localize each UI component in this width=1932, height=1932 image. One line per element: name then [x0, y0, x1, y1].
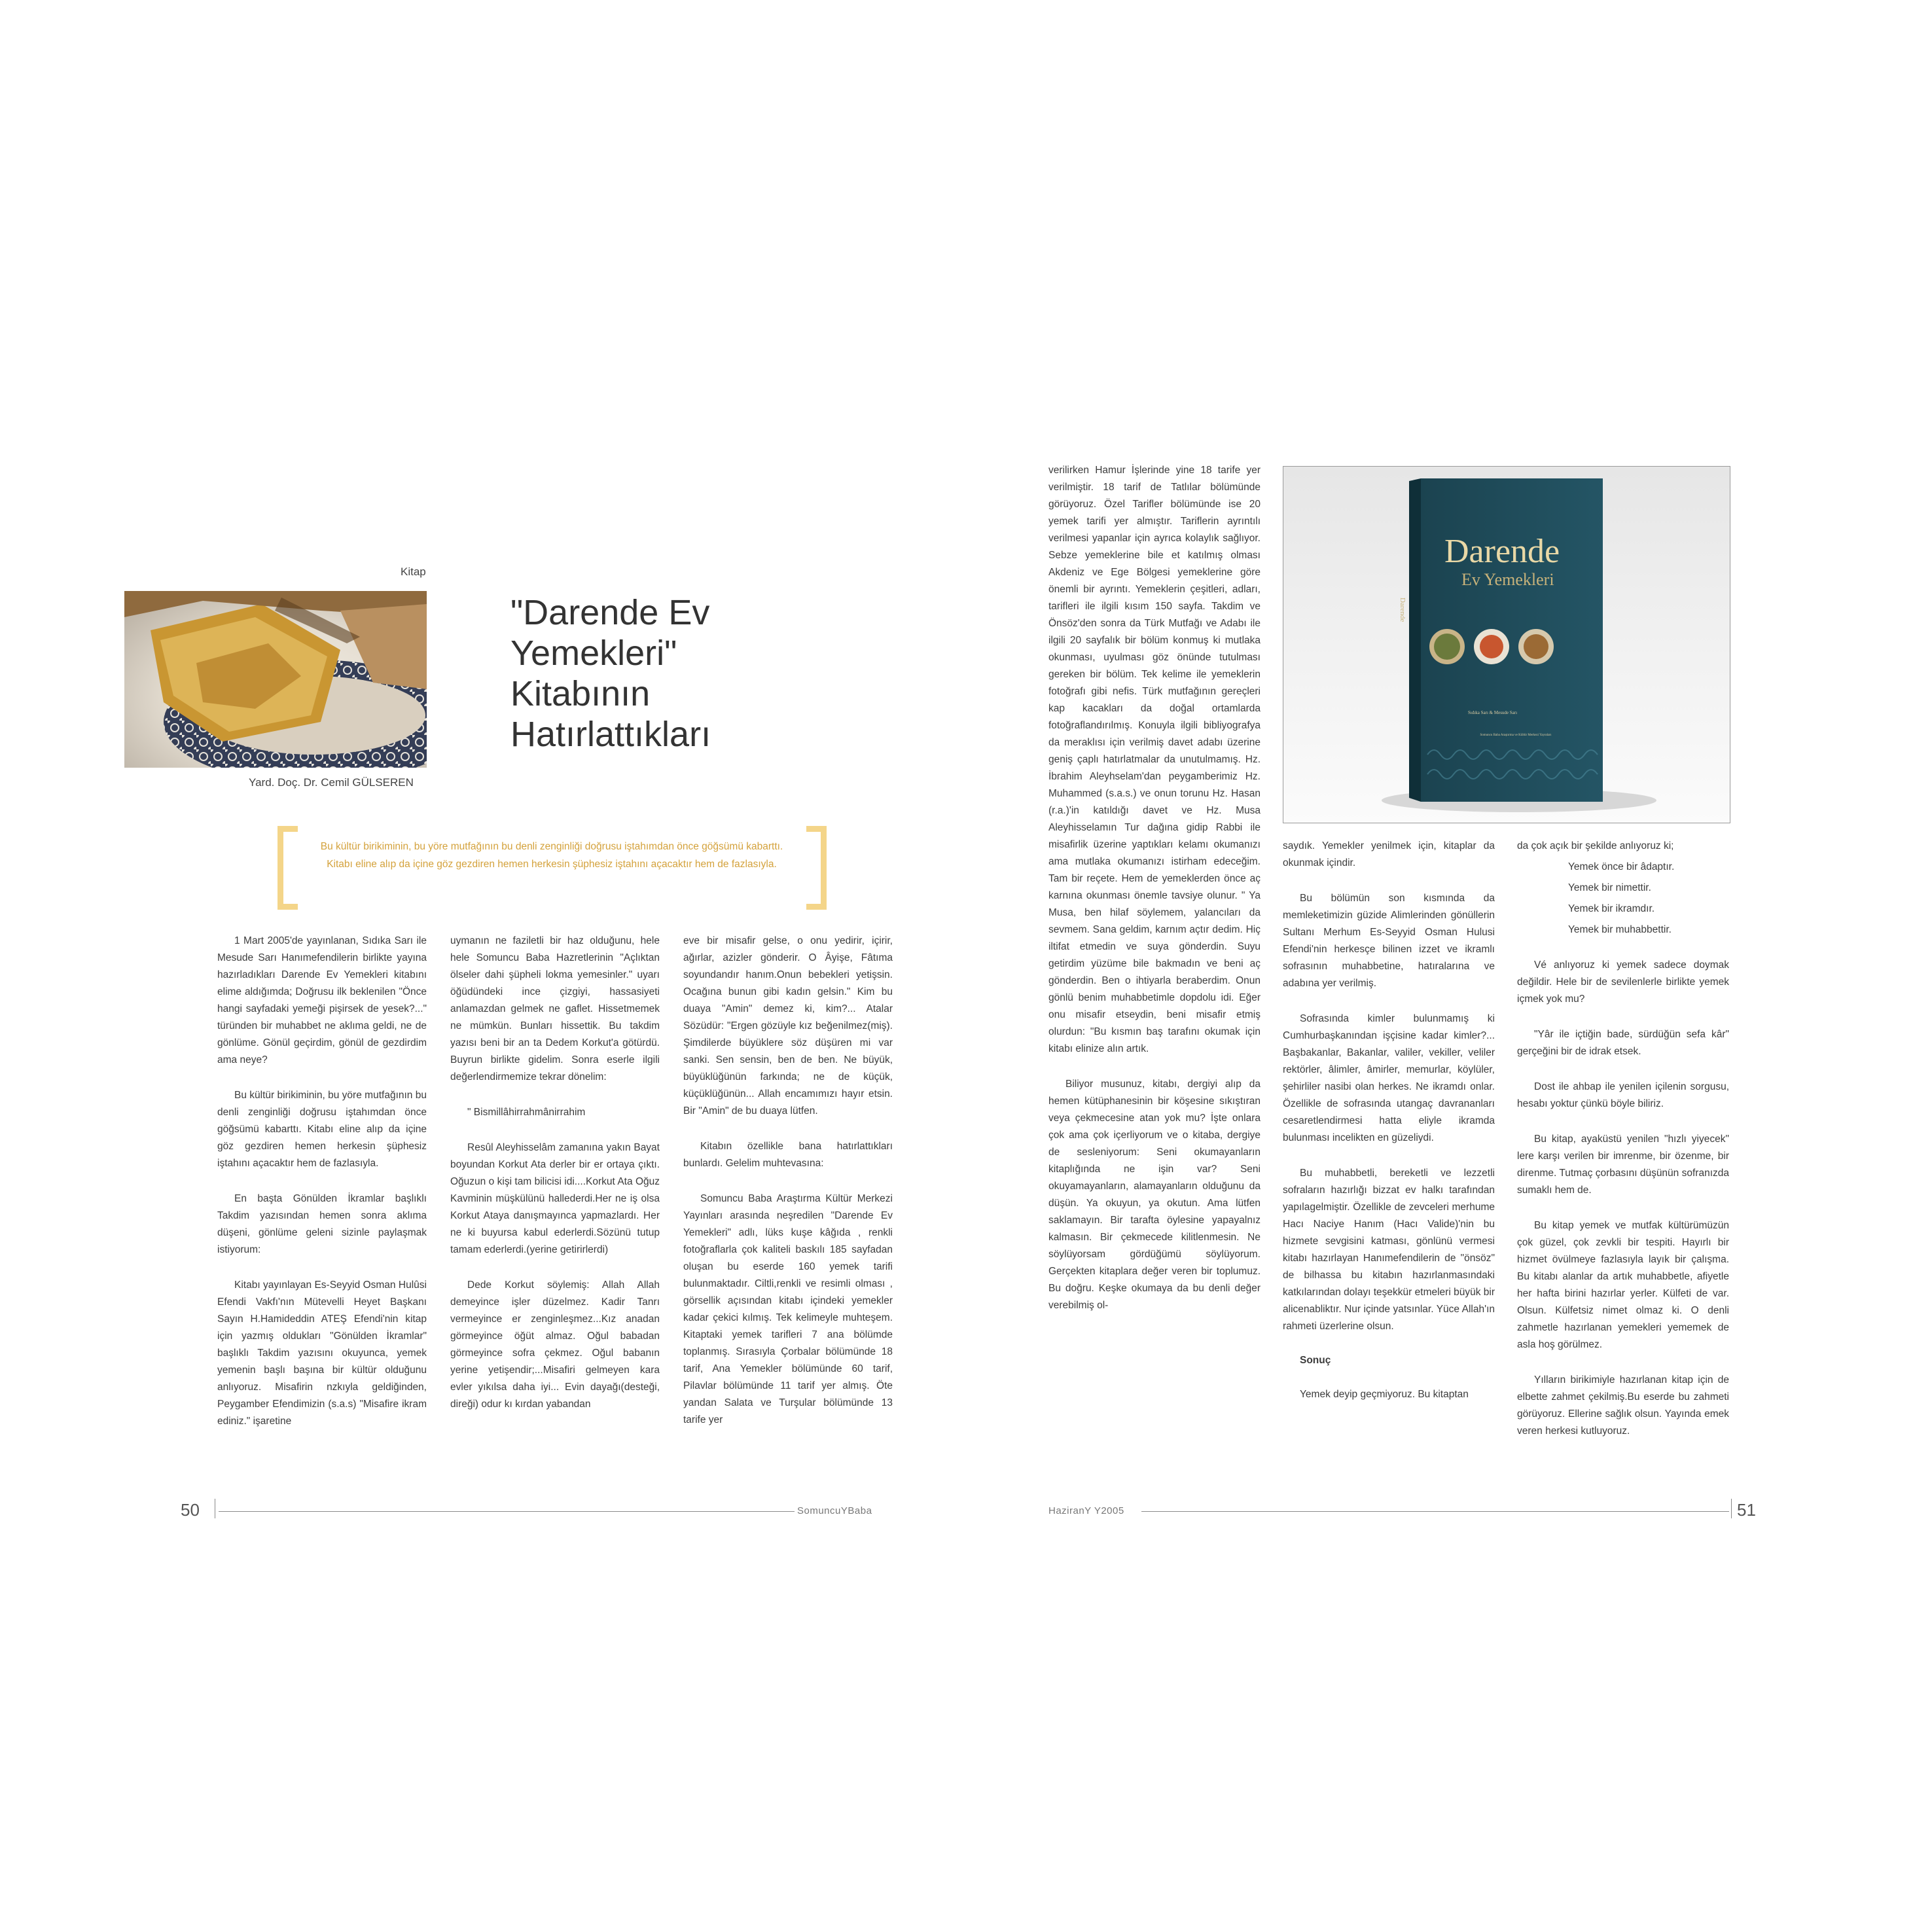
list-item: Yemek önce bir âdaptır. — [1568, 861, 1675, 872]
folio-date: HaziranY Y2005 — [1048, 1505, 1124, 1516]
paragraph: 1 Mart 2005'de yayınlanan, Sıdıka Sarı ile Mesude Sarı Hanımefendilerin birlikte yayına hazırladıkları Darende Ev Yemekleri kitabını elime aldığımda; Doğrusu ilk beklenilen "Önce hangi sayfadaki yemeği pişirsek de yesek?..." türünden bir muhabbet ne aklıma geldi, ne de gönlüme. Gönül geçirdim, gönül de gezdirdim ama neye? — [217, 935, 427, 1065]
paragraph: Bu kitap yemek ve mutfak kültürümüzün çok güzel, çok zevkli bir tespiti. Hayırlı bir hizmet övülmeye fazlasıyla layık bir çalışma. Bu kitabı alanlar da artık muhabbetle, afiyetle her hafta birini hazırlar yerler. Külfeti de var. Olsun. Külfetsiz nimet olmaz ki. O denli zahmetle hazırlanan yemekleri yememek de asla hoş görülmez. — [1517, 1220, 1729, 1350]
page-number-right: 51 — [1737, 1500, 1756, 1520]
paragraph: En başta Gönülden İkramlar başlıklı Takdim yazısından hemen sonra aklıma düşeni, gönlüme geleni sizinle paylaşmak istiyorum: — [217, 1193, 427, 1255]
title-line: Kitabının — [510, 674, 651, 713]
folio-rule-left — [219, 1511, 795, 1512]
author-byline: Yard. Doç. Dr. Cemil GÜLSEREN — [249, 776, 414, 789]
paragraph: " Bismillâhirrahmânirrahim — [467, 1107, 586, 1118]
right-column-1 — [1048, 462, 1261, 1314]
paragraph: verilirken Hamur İşlerinde yine 18 tarife yer verilmiştir. 18 tarif de Tatlılar bölümünde görüyoruz. Özel Tarifler bölümünde ise 20 yemek tarifi yer almıştır. Tariflerin ayrıntılı verilmesi yapanlar için ayrıca kolaylık sağlıyor. Sebze yemeklerine bile et katılmış olması Akdeniz ve Ege Bölgesi yemeklerine göre önemli bir ayrıntı. Yemeklerin çeşitleri, adları, tarifleri ile ilgili kısım 150 sayfa. Takdim ve Önsöz'den sonra da Türk Mutfağı ve Adabı ile ilgili 20 sayfalık bir bölüm konmuş ki mutlaka okunması, uyulması göz önünde tutulması gereken bir bölüm. Tek kelime ile yemeklerin fotoğrafı gibi nefis. Türk mutfağının gereçleri kap kacakları da doğal ortamlarda fotoğraflandırılmış. Konuyla ilgili bibliyografya da meraklısı için verilmiş davet adabı üzerine geniş çaplı hatırlatmalar da unutulmamış. Hz. İbrahim Aleyhselam'dan peygamberimiz Hz. Muhammed (s.a.s.) ve onun torunu Hz. Hasan (r.a.)'in katıldığı davet ve Hz. Musa Aleyhisselamın Tur dağına gidip Rabbi ile misafirlik üzerine yaptıkları kelamı okumanızı ama mutlaka okumanızı istirham edeceğim. Tam bir reçete. Hem de yemeklerden önce aç karnına okunması önemle tavsiye olunur. " Ya Musa, ben hilaf söylemem, yalancıları da sevmem. Sana geldim, karnım açtır dedim. Hiç iltifat etmedin ve suya gönderdin. Suyu getirdim yüzüme bile bakmadın ve beni aç gönderdin. Ben o ihtiyarla beraberdim. Onun gönlü benim muhabbetimle dopdolu idi. Eğer onu misafir etseydin, beni misafir etmiş olurdun: "Bu kısmın baş tarafını okumak için kitabı elinize alın artık. — [1048, 465, 1261, 1054]
paragraph: "Yâr ile içtiğin bade, sürdüğün sefa kâr" gerçeğini bir de idrak etsek. — [1517, 1029, 1729, 1057]
book-publisher: Somuncu Baba Araştırma ve Kültür Merkezi Yayınları — [1480, 734, 1552, 737]
title-line: Yemekleri" — [510, 634, 677, 673]
left-column-1 — [217, 933, 427, 1430]
folio-rule-right — [1141, 1511, 1729, 1512]
paragraph: Vé anlıyoruz ki yemek sadece doymak değildir. Hele bir de sevilenlerle birlikte yemek içmek yok mu? — [1517, 959, 1729, 1005]
list-item: Yemek bir ikramdır. — [1568, 903, 1655, 914]
list-item: Yemek bir muhabbettir. — [1568, 924, 1672, 935]
section-label: Kitap — [401, 565, 426, 578]
paragraph: Bu bölümün son kısmında da memleketimizin güzide Alimlerinden gönüllerin Sultanı Merhum Es-Seyyid Osman Hulusi Efendi'nin herkesçe bilinen izzet ve ikramlı sofrasının muhabbetine, hatıralarına ve adabına yer verilmiş. — [1283, 893, 1495, 989]
folio-divider — [1731, 1499, 1732, 1518]
paragraph: Dede Korkut söylemiş: Allah Allah demeyince işler düzelmez. Kadir Tanrı vermeyince er zenginleşmez...Kız anadan görmeyince öğüt almaz. Oğul babadan görmeyince sofra çekmez. Oğul babanın yerine yetişendir;...Misafiri gelmeyen kara evler yıkılsa daha iyi... Evin dayağı(desteği, direği) odur kı kırdan yabandan — [450, 1279, 660, 1410]
paragraph: Yılların birikimiyle hazırlanan kitap için de elbette zahmet çekilmiş.Bu eserde bu zahmeti görüyoruz. Ellerine sağlık olsun. Yayında emek veren herkesi kutluyoruz. — [1517, 1374, 1729, 1437]
book-subtitle: Ev Yemekleri — [1461, 570, 1554, 589]
paragraph: Biliyor musunuz, kitabı, dergiyi alıp da hemen kütüphanesinin bir köşesine sıkıştıran veya çekmecesine atan yok mu? İşte onlara çok ama çok içerliyorum ve o kitaba, dergiye de sesleniyorum: Seni okumayanların kitaplığında ne işin var? Seni okuyamayanların, alamayanların olduğunu da düşün. Ya okuyun, ya okutun. Ama lütfen saklamayın. Bir tarafta öylesine yapayalnız kalmasın. Bir çekmecede kilitlenmesin. Ne söylüyorsam gördüğümü söylüyorum. Gerçekten kitaplara değer veren bir toplumuz. Bu doğru. Keşke okumaya da bu denli değer verebilmiş ol- — [1048, 1079, 1261, 1311]
title-line: Hatırlattıkları — [510, 715, 711, 754]
paragraph: Bu kitap, ayaküstü yenilen "hızlı yiyecek" lere karşı verilen bir imrenme, bir özenme, bir direnme. Tutmaç çorbasını düşünün sofranızda sumaklı hem de. — [1517, 1134, 1729, 1196]
paragraph: Resûl Aleyhisselâm zamanına yakın Bayat boyundan Korkut Ata derler bir er ortaya çıktı. Oğuzun o kişi tam bilicisi idi....Korkut Ata Oğuz Kavminin müşkülünü hallederdi.Her ne iş olsa Korkut Ataya danışmayınca yapmazlardı. Her ne ki buyursa kabul ederlerdi.Sözünü tutup tamam ederlerdi.(yerine getirirlerdi) — [450, 1142, 660, 1255]
paragraph: Sofrasında kimler bulunmamış ki Cumhurbaşkanından işçisine kadar kimler?... Başbakanlar, Bakanlar, valiler, vekiller, veliler rektörler, âlimler, âmirler, memurlar, köylüler, şehirliler nasibi olan herkes. Ne ikramdı onlar. Özellikle de sofrasında utangaç davrananları cesaretlendirmesi hatta eliyle ikramda bulunması incelikten en güzeliydi. — [1283, 1013, 1495, 1143]
title-line: "Darende Ev — [510, 593, 710, 632]
book-title: Darende — [1444, 533, 1560, 570]
paragraph: Kitabı yayınlayan Es-Seyyid Osman Hulûsi Efendi Vakfı'nın Mütevelli Heyet Başkanı Sayın H.Hamideddin ATEŞ Efendi'nin kitap için yazmış oldukları "Gönülden İkramlar" başlıklı Takdim yazısını okuyunca, yemek yemenin başlı başına bir kültür olduğunu anlıyoruz. Misafirin nzkıyla geldiğinden, Peygamber Efendimizin (s.a.s) "Misafire ikram ediniz." işaretine — [217, 1279, 427, 1427]
paragraph: Bu kültür birikiminin, bu yöre mutfağının bu denli zenginliği doğrusu iştahımdan önce göğsümü kabarttı. Kitabı eline alıp da içine göz gezdiren hemen herkesin şüphesiz iştahını açacaktır hem de fazlasıyla. — [217, 1090, 427, 1169]
quote-bracket-left — [277, 826, 298, 910]
page-number-left: 50 — [181, 1500, 200, 1520]
sonuc-heading: Sonuç — [1300, 1355, 1331, 1366]
paragraph: Yemek deyip geçmiyoruz. Bu kitaptan — [1300, 1389, 1469, 1400]
book-photo — [1283, 466, 1730, 823]
paragraph: Somuncu Baba Araştırma Kültür Merkezi Yayınları arasında neşredilen "Darende Ev Yemekleri" adlı, lüks kuşe kâğıda , renkli fotoğraflarla çok kaliteli baskılı 185 sayfadan oluşan bu eserde 160 yemek tarifi bulunmaktadır. Ciltli,renkli ve resimli olması , görsellik açısından kitabı içindeki yemekler kadar çekici kılmış. Tek kelimeyle muhteşem. Kitaptaki yemek tarifleri 7 ana bölümde toplanmış. Sırasıyla Çorbalar bölümünde 18 tarif, Ana Yemekler bölümünde 60 tarif, Pilavlar bölümünde 11 tarif yer almış. Öte yandan Salata ve Turşular bölümünde 13 tarife yer — [683, 1193, 893, 1425]
paragraph: Bu muhabbetli, bereketli ve lezzetli sofraların hazırlığı bizzat ev halkı tarafından yapılagelmiştir. Özellikle de zevceleri merhume Hacı Naciye Hanım (Hacı Valide)'nin bu hizmete sevgisini katması, gönlünü vermesi kitabı hazırlayan Hanımefendilerin de "önsöz" de bilhassa bu kitabın hazırlanmasındaki katkılarından dolayı teşekkür etmeleri büyük bir alicenabliktır. Nur içinde yatsınlar. Yüce Allah'ın rahmeti üzerlerine olsun. — [1283, 1168, 1495, 1332]
book-spine — [1409, 478, 1421, 802]
paragraph: saydık. Yemekler yenilmek için, kitaplar da okunmak içindir. — [1283, 840, 1495, 868]
book-authors: Sıdıka Sarı & Mesude Sarı — [1468, 710, 1518, 715]
paragraph: Dost ile ahbap ile yenilen içilenin sorgusu, hesabı yoktur çünkü böyle biliriz. — [1517, 1081, 1729, 1109]
food-photo — [124, 591, 427, 768]
quote-bracket-right — [806, 826, 827, 910]
right-column-2 — [1283, 838, 1495, 1403]
article-title — [510, 592, 711, 755]
paragraph: da çok açık bir şekilde anlıyoruz ki; — [1517, 840, 1674, 851]
pull-quote: Bu kültür birikiminin, bu yöre mutfağının bu denli zenginliği doğrusu iştahımdan önce göğsümü kabarttı. Kitabı eline alıp da içine göz gezdiren hemen herkesin şüphesiz iştahını açacaktır hem de fazlasıyla. — [320, 841, 783, 870]
right-column-3 — [1517, 838, 1729, 1440]
book-spine-title: Darende — [1399, 598, 1406, 622]
folio-magazine-name: SomuncuYBaba — [797, 1505, 872, 1516]
paragraph: uymanın ne faziletli bir haz olduğunu, hele hele Somuncu Baba Hazretlerinin "Açlıktan ölseler dahi şüpheli lokma yemesinler." uyarı öğüdündeki ince çizgiyi, hassasiyeti anlamazdan gelmek ne gaflet. Hissetmemek ne mümkün. Bunları hissettik. Bu takdim yazısı beni bir an ta Dedem Korkut'a götürdü. Buyrun birlikte gidelim. Sonra eserle ilgili değerlendirmemize tekrar dönelim: — [450, 935, 660, 1082]
list-item: Yemek bir nimettir. — [1568, 882, 1651, 893]
paragraph: Kitabın özellikle bana hatırlattıkları bunlardı. Gelelim muhtevasına: — [683, 1141, 893, 1169]
list — [1517, 859, 1729, 939]
left-column-2 — [450, 933, 660, 1413]
left-column-3 — [683, 933, 893, 1429]
paragraph: eve bir misafir gelse, o onu yedirir, içirir, ağırlar, azizler gönderir. O Âyişe, Fâtıma soyundandır hanım.Onun bebekleri yetişsin. Ocağına bunun gibi kadın gelsin." Kim bu duaya "Amin" demez ki, kim?... Atalar Sözüdür: "Ergen gözüyle kız beğenilmez(miş). Şimdilerde büyüklere söz düşüren mi var sanki. Sen sensin, ben de ben. Ne büyük, büyüklüğünün farkında; ne de küçük, küçüklüğünün... Allah encamımızı hayır etsin. Bir "Amin" de bu duaya lütfen. — [683, 935, 893, 1117]
